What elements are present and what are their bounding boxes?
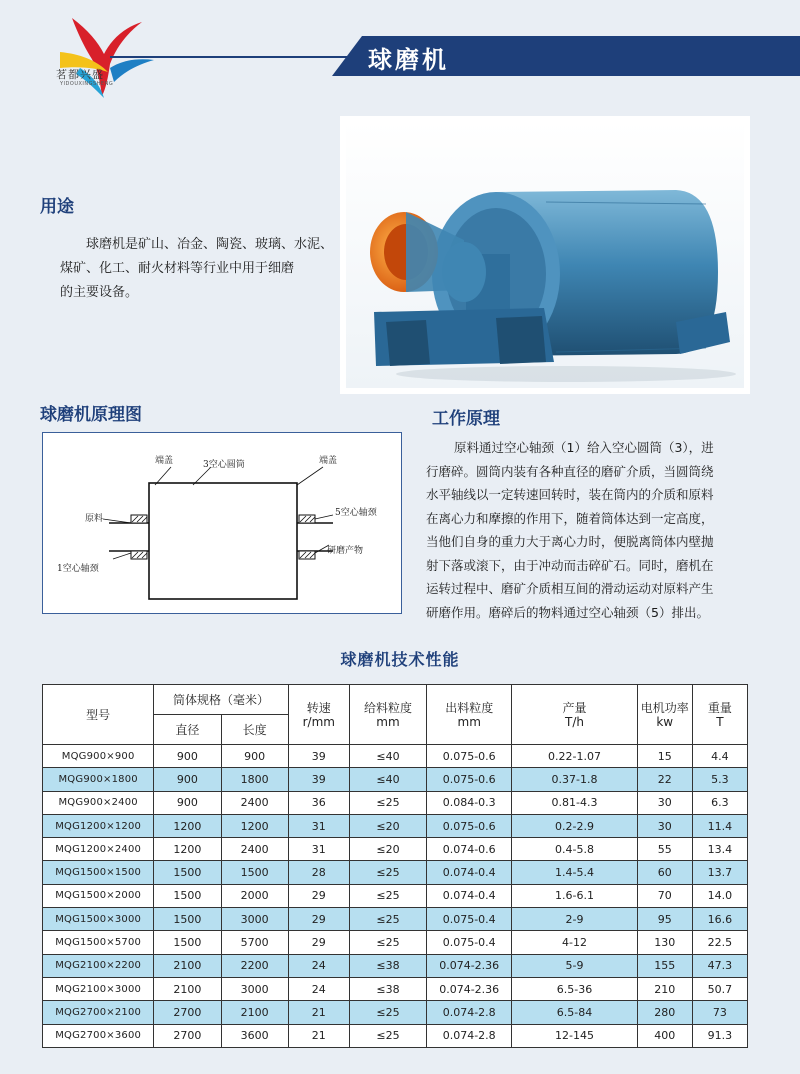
cell-output-size: 0.075-0.4 — [427, 908, 512, 931]
cell-feed-size: ≤25 — [349, 908, 426, 931]
cell-capacity: 6.5-84 — [512, 1001, 637, 1024]
cell-weight: 11.4 — [692, 814, 747, 837]
cell-capacity: 0.4-5.8 — [512, 838, 637, 861]
cell-output-size: 0.074-0.4 — [427, 861, 512, 884]
cell-capacity: 0.37-1.8 — [512, 768, 637, 791]
usage-line: 煤矿、化工、耐火材料等行业中用于细磨 — [60, 261, 295, 276]
table-row — [43, 838, 748, 861]
cell-weight: 4.4 — [692, 745, 747, 768]
cell-power: 280 — [637, 1001, 692, 1024]
principle-line: 在离心力和摩擦的作用下，随着筒体达到一定高度， — [426, 510, 714, 526]
cell-diameter: 1500 — [154, 884, 221, 907]
logo-subtext: YIDOUXINGSHENG — [60, 81, 114, 87]
usage-line: 的主要设备。 — [60, 285, 139, 300]
table-row — [43, 768, 748, 791]
cell-power: 30 — [637, 814, 692, 837]
principle-line: 射下落或滚下，由于冲动而击碎矿石。同时，磨机在 — [426, 557, 714, 573]
table-row — [43, 908, 748, 931]
label-end-cap-left: 端盖 — [155, 456, 174, 466]
cell-diameter: 900 — [154, 768, 221, 791]
cell-model: MQG900×900 — [43, 745, 154, 768]
cell-model: MQG2700×2100 — [43, 1001, 154, 1024]
table-row — [43, 931, 748, 954]
table-row — [43, 791, 748, 814]
col-output-label: 出料粒度 — [445, 700, 494, 715]
cell-length: 900 — [221, 745, 288, 768]
cell-weight: 5.3 — [692, 768, 747, 791]
cell-weight: 91.3 — [692, 1024, 747, 1047]
cell-diameter: 1200 — [154, 838, 221, 861]
cell-power: 55 — [637, 838, 692, 861]
cell-output-size: 0.075-0.6 — [427, 745, 512, 768]
cell-weight: 13.7 — [692, 861, 747, 884]
cell-diameter: 900 — [154, 745, 221, 768]
col-length: 长度 — [221, 715, 288, 745]
cell-length: 3600 — [221, 1024, 288, 1047]
cell-output-size: 0.074-2.36 — [427, 954, 512, 977]
cell-model: MQG900×2400 — [43, 791, 154, 814]
cell-length: 3000 — [221, 977, 288, 1000]
cell-feed-size: ≤20 — [349, 814, 426, 837]
cell-speed: 21 — [288, 1024, 349, 1047]
col-model: 型号 — [43, 685, 154, 745]
cell-speed: 29 — [288, 884, 349, 907]
cell-capacity: 0.81-4.3 — [512, 791, 637, 814]
col-power — [637, 685, 692, 745]
spec-table — [42, 684, 748, 1048]
col-capacity-label: 产量 — [562, 700, 587, 715]
cell-output-size: 0.075-0.4 — [427, 931, 512, 954]
cell-weight: 6.3 — [692, 791, 747, 814]
cell-weight: 47.3 — [692, 954, 747, 977]
cell-capacity: 1.4-5.4 — [512, 861, 637, 884]
cell-feed-size: ≤40 — [349, 745, 426, 768]
cell-weight: 13.4 — [692, 838, 747, 861]
cell-output-size: 0.084-0.3 — [427, 791, 512, 814]
cell-weight: 16.6 — [692, 908, 747, 931]
cell-capacity: 5-9 — [512, 954, 637, 977]
cell-model: MQG1500×3000 — [43, 908, 154, 931]
col-weight — [692, 685, 747, 745]
cell-speed: 24 — [288, 977, 349, 1000]
col-power-unit: kw — [656, 714, 674, 729]
cell-speed: 31 — [288, 814, 349, 837]
cell-diameter: 2700 — [154, 1024, 221, 1047]
label-cylinder: 3空心圆筒 — [203, 460, 245, 470]
col-weight-unit: T — [716, 714, 724, 729]
cell-feed-size: ≤25 — [349, 931, 426, 954]
col-speed-unit: r/mm — [302, 714, 335, 729]
cell-power: 155 — [637, 954, 692, 977]
col-output-unit: mm — [457, 714, 481, 729]
col-power-label: 电机功率 — [640, 700, 689, 715]
cell-diameter: 2100 — [154, 977, 221, 1000]
cell-output-size: 0.075-0.6 — [427, 768, 512, 791]
col-weight-label: 重量 — [707, 700, 732, 715]
cell-output-size: 0.074-2.8 — [427, 1001, 512, 1024]
cell-capacity: 0.2-2.9 — [512, 814, 637, 837]
cell-feed-size: ≤25 — [349, 884, 426, 907]
usage-heading: 用途 — [40, 197, 74, 217]
principle-line: 研磨作用。磨碎后的物料通过空心轴颈（5）排出。 — [426, 604, 709, 620]
col-speed — [288, 685, 349, 745]
cell-output-size: 0.074-0.6 — [427, 838, 512, 861]
cell-speed: 31 — [288, 838, 349, 861]
cell-power: 70 — [637, 884, 692, 907]
cell-power: 60 — [637, 861, 692, 884]
cell-capacity: 0.22-1.07 — [512, 745, 637, 768]
cell-weight: 22.5 — [692, 931, 747, 954]
cell-power: 130 — [637, 931, 692, 954]
cell-capacity: 12-145 — [512, 1024, 637, 1047]
table-row — [43, 861, 748, 884]
cell-model: MQG900×1800 — [43, 768, 154, 791]
cell-length: 1200 — [221, 814, 288, 837]
cell-speed: 39 — [288, 745, 349, 768]
usage-paragraph — [60, 233, 340, 305]
principle-line: 水平轴线以一定转速回转时，装在筒内的介质和原料 — [426, 487, 714, 502]
cell-diameter: 1500 — [154, 908, 221, 931]
cell-feed-size: ≤25 — [349, 791, 426, 814]
diagram-heading: 球磨机原理图 — [40, 405, 142, 425]
cell-model: MQG1200×2400 — [43, 838, 154, 861]
cell-length: 5700 — [221, 931, 288, 954]
cell-power: 30 — [637, 791, 692, 814]
cell-diameter: 1500 — [154, 861, 221, 884]
cell-speed: 36 — [288, 791, 349, 814]
cell-feed-size: ≤38 — [349, 954, 426, 977]
principle-line: 原料通过空心轴颈（1）给入空心圆筒（3），进 — [454, 440, 714, 455]
table-row — [43, 977, 748, 1000]
cell-power: 22 — [637, 768, 692, 791]
cell-length: 3000 — [221, 908, 288, 931]
cell-feed-size: ≤38 — [349, 977, 426, 1000]
label-journal-1: 1空心轴颈 — [57, 564, 99, 574]
table-row — [43, 745, 748, 768]
cell-length: 2100 — [221, 1001, 288, 1024]
cell-model: MQG2100×3000 — [43, 977, 154, 1000]
table-row — [43, 814, 748, 837]
col-capacity-unit: T/h — [564, 714, 584, 729]
cell-model: MQG1500×1500 — [43, 861, 154, 884]
cell-output-size: 0.074-2.36 — [427, 977, 512, 1000]
cell-output-size: 0.074-2.8 — [427, 1024, 512, 1047]
principle-line: 行磨碎。圆筒内装有各种直径的磨矿介质，当圆筒绕 — [426, 463, 714, 479]
cell-weight: 73 — [692, 1001, 747, 1024]
cell-length: 2200 — [221, 954, 288, 977]
cell-length: 2400 — [221, 791, 288, 814]
cell-power: 15 — [637, 745, 692, 768]
cell-speed: 29 — [288, 931, 349, 954]
cell-capacity: 1.6-6.1 — [512, 884, 637, 907]
cell-model: MQG1500×2000 — [43, 884, 154, 907]
principle-diagram — [42, 432, 402, 614]
cell-diameter: 2100 — [154, 954, 221, 977]
cell-model: MQG2100×2200 — [43, 954, 154, 977]
principle-heading: 工作原理 — [432, 409, 500, 429]
cell-output-size: 0.075-0.6 — [427, 814, 512, 837]
cell-output-size: 0.074-0.4 — [427, 884, 512, 907]
cell-length: 2000 — [221, 884, 288, 907]
cell-length: 1800 — [221, 768, 288, 791]
usage-line: 球磨机是矿山、冶金、陶瓷、玻璃、水泥、 — [86, 237, 334, 252]
cell-feed-size: ≤20 — [349, 838, 426, 861]
cell-speed: 24 — [288, 954, 349, 977]
cell-feed-size: ≤40 — [349, 768, 426, 791]
cell-diameter: 2700 — [154, 1001, 221, 1024]
cell-length: 2400 — [221, 838, 288, 861]
table-row — [43, 954, 748, 977]
cell-weight: 14.0 — [692, 884, 747, 907]
page-title: 球磨机 — [368, 46, 449, 74]
cell-power: 95 — [637, 908, 692, 931]
col-diameter: 直径 — [154, 715, 221, 745]
cell-model: MQG1500×5700 — [43, 931, 154, 954]
cell-diameter: 1500 — [154, 931, 221, 954]
col-output — [427, 685, 512, 745]
principle-paragraph — [426, 436, 776, 624]
col-feed — [349, 685, 426, 745]
table-row — [43, 1001, 748, 1024]
cell-model: MQG2700×3600 — [43, 1024, 154, 1047]
cell-model: MQG1200×1200 — [43, 814, 154, 837]
cell-feed-size: ≤25 — [349, 1024, 426, 1047]
label-end-cap-right: 端盖 — [319, 456, 338, 466]
cell-feed-size: ≤25 — [349, 1001, 426, 1024]
label-ground-product: 研磨产物 — [327, 546, 364, 556]
cell-capacity: 2-9 — [512, 908, 637, 931]
cell-capacity: 4-12 — [512, 931, 637, 954]
cell-speed: 28 — [288, 861, 349, 884]
cell-diameter: 900 — [154, 791, 221, 814]
spec-table-body — [43, 745, 748, 1048]
col-dims: 筒体规格（毫米） — [154, 685, 288, 715]
cell-speed: 21 — [288, 1001, 349, 1024]
logo-text: 茗都兴盛 — [56, 68, 104, 81]
cell-power: 400 — [637, 1024, 692, 1047]
spec-table-title: 球磨机技术性能 — [340, 650, 460, 669]
cell-weight: 50.7 — [692, 977, 747, 1000]
table-row — [43, 1024, 748, 1047]
col-feed-label: 给料粒度 — [363, 700, 412, 715]
cell-feed-size: ≤25 — [349, 861, 426, 884]
ball-mill-photo — [346, 122, 744, 388]
table-row — [43, 884, 748, 907]
label-journal-5: 5空心轴颈 — [335, 508, 377, 518]
col-capacity — [512, 685, 637, 745]
cell-speed: 29 — [288, 908, 349, 931]
col-feed-unit: mm — [376, 714, 400, 729]
label-raw-material: 原料 — [85, 514, 104, 524]
principle-line: 当他们自身的重力大于离心力时，便脱离筒体内壁抛 — [426, 534, 714, 549]
cell-length: 1500 — [221, 861, 288, 884]
col-speed-label: 转速 — [306, 700, 331, 715]
principle-line: 运转过程中、磨矿介质相互间的滑动运动对原料产生 — [426, 581, 714, 596]
cell-diameter: 1200 — [154, 814, 221, 837]
cell-power: 210 — [637, 977, 692, 1000]
cell-speed: 39 — [288, 768, 349, 791]
cell-capacity: 6.5-36 — [512, 977, 637, 1000]
